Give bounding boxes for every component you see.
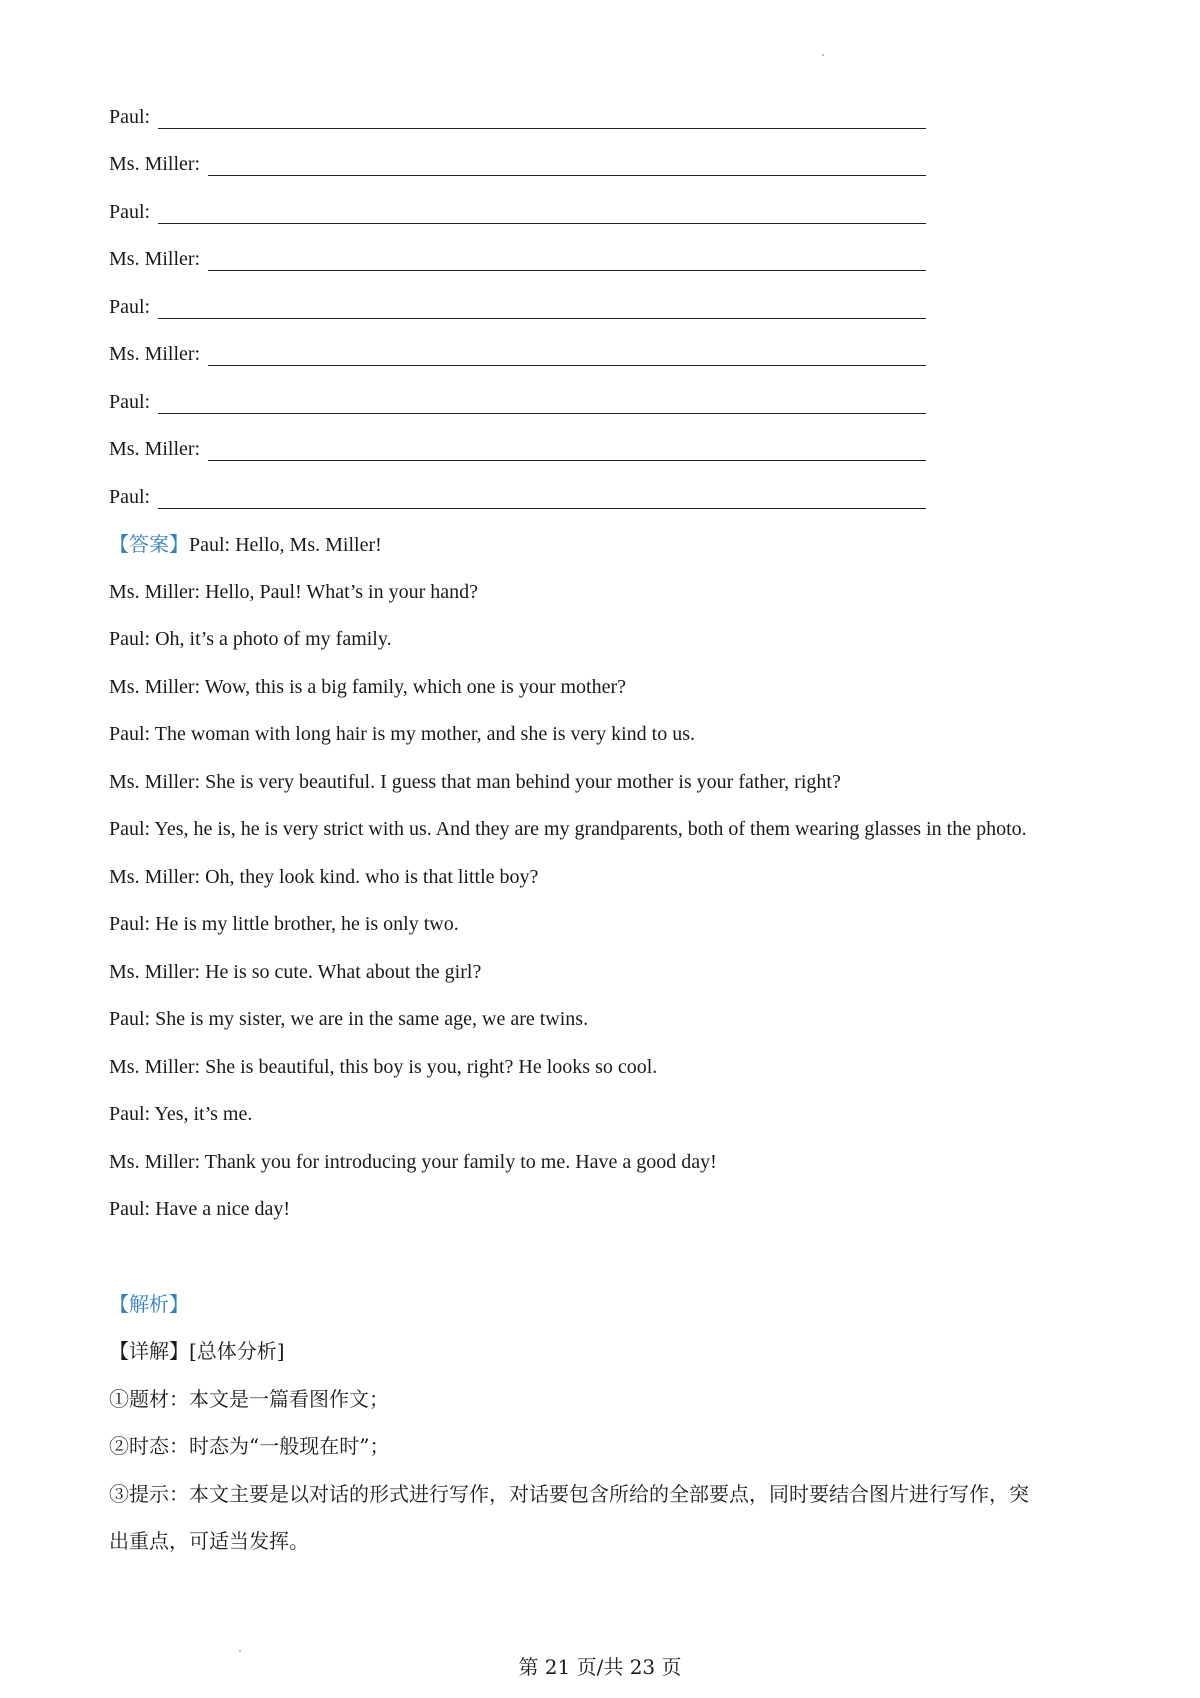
answer-blank[interactable] <box>158 396 926 414</box>
detail-title: [总体分析] <box>189 1339 285 1363</box>
answer-blank[interactable] <box>158 206 926 224</box>
blank-dialogue-line[interactable] <box>109 105 926 129</box>
answer-line: Paul: The woman with long hair is my mother, and she is very kind to us. <box>109 723 695 745</box>
answer-blank[interactable] <box>158 491 926 509</box>
speaker-label: Paul: <box>109 486 151 508</box>
speaker-label: Paul: <box>109 296 151 318</box>
answer-line: Ms. Miller: Wow, this is a big family, which one is your mother? <box>109 676 627 698</box>
speaker-label: Paul: <box>109 106 151 128</box>
speaker-label: Ms. Miller: <box>109 153 201 175</box>
speaker-label: Ms. Miller: <box>109 248 201 270</box>
answer-line: Paul: She is my sister, we are in the same age, we are twins. <box>109 1008 589 1030</box>
analysis-point: 出重点，可适当发挥。 <box>109 1529 309 1553</box>
answer-blank[interactable] <box>208 443 926 461</box>
answer-line: Ms. Miller: She is beautiful, this boy is you, right? He looks so cool. <box>109 1056 658 1078</box>
answer-blank[interactable] <box>158 301 926 319</box>
detail-tag: 【详解】 <box>109 1339 189 1363</box>
analysis-point: ③提示：本文主要是以对话的形式进行写作，对话要包含所给的全部要点，同时要结合图片进行写作，突 <box>109 1482 1029 1506</box>
answer-blank[interactable] <box>208 253 926 271</box>
blank-dialogue-line[interactable] <box>109 342 926 366</box>
answer-line: Ms. Miller: Hello, Paul! What’s in your hand? <box>109 581 479 603</box>
answer-line: Paul: Have a nice day! <box>109 1198 291 1220</box>
detail-heading <box>109 1339 285 1363</box>
answer-line: Paul: Yes, it’s me. <box>109 1103 253 1125</box>
analysis-point: ①题材：本文是一篇看图作文； <box>109 1387 389 1411</box>
answer-line: Paul: He is my little brother, he is only two. <box>109 913 459 935</box>
answer-line: Ms. Miller: She is very beautiful. I guess that man behind your mother is your father, right? <box>109 771 841 793</box>
blank-dialogue-line[interactable] <box>109 390 926 414</box>
speaker-label: Paul: <box>109 391 151 413</box>
analysis-point: ②时态：时态为“一般现在时”； <box>109 1434 390 1458</box>
scan-speck <box>822 54 824 56</box>
answer-first-line <box>109 532 382 557</box>
answer-line: Paul: Yes, he is, he is very strict with us. And they are my grandparents, both of them wearing glasses in the photo. <box>109 818 1027 840</box>
answer-blank[interactable] <box>208 348 926 366</box>
speaker-label: Paul: <box>109 201 151 223</box>
answer-line: Ms. Miller: Oh, they look kind. who is that little boy? <box>109 866 539 888</box>
speaker-label: Ms. Miller: <box>109 438 201 460</box>
answer-line: Ms. Miller: He is so cute. What about the girl? <box>109 961 482 983</box>
answer-blank[interactable] <box>158 111 926 129</box>
blank-dialogue-line[interactable] <box>109 152 926 176</box>
blank-dialogue-line[interactable] <box>109 295 926 319</box>
answer-line: Paul: Hello, Ms. Miller! <box>189 534 382 556</box>
blank-dialogue-line[interactable] <box>109 437 926 461</box>
answer-tag: 【答案】 <box>109 532 189 556</box>
answer-line: Paul: Oh, it’s a photo of my family. <box>109 628 392 650</box>
page-number: 第 21 页/共 23 页 <box>518 1655 682 1679</box>
blank-dialogue-line[interactable] <box>109 200 926 224</box>
answer-blank[interactable] <box>208 158 926 176</box>
answer-line: Ms. Miller: Thank you for introducing your family to me. Have a good day! <box>109 1151 717 1173</box>
blank-dialogue-line[interactable] <box>109 485 926 509</box>
analysis-tag: 【解析】 <box>109 1292 189 1316</box>
speaker-label: Ms. Miller: <box>109 343 201 365</box>
blank-dialogue-line[interactable] <box>109 247 926 271</box>
